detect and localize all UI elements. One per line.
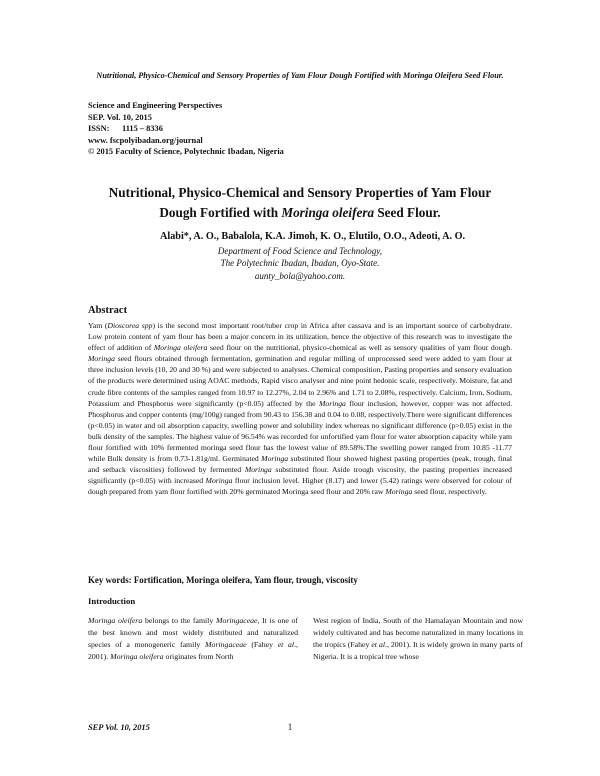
journal-issn: ISSN: 1115 – 8336 (88, 124, 163, 134)
footer-volume: SEP Vol. 10, 2015 (88, 723, 150, 732)
introduction-left-column: Moringa oleifera belongs to the family Moringaceae, It is one of the best known and most widely distributed and naturalized species of a monogeneric family Moringaceae (Fahey et al., 2001). Moringa oleifera originates from North (88, 616, 298, 661)
author-email: aunty_bola@yahoo.com. (254, 270, 346, 281)
journal-volume: SEP. Vol. 10, 2015 (88, 112, 152, 122)
author-list: Alabi*, A. O., Babalola, K.A. Jimoh, K. O., Elutilo, O.O., Adeoti, A. O. (160, 231, 466, 242)
journal-copyright: © 2015 Faculty of Science, Polytechnic Ibadan, Nigeria (88, 147, 284, 157)
paper-title: Nutritional, Physico-Chemical and Sensory Properties of Yam Flour Dough Fortified with Moringa oleifera Seed Flour. (108, 185, 492, 220)
introduction-right-column: West region of India, South of the Hamalayan Mountain and now widely cultivated and has become naturalized in many locations in the tropics (Fahey et al., 2001). It is widely grown in many parts of Nigeria. It is a tropical tree whose (313, 616, 523, 661)
introduction-heading: Introduction (88, 596, 136, 606)
abstract-heading: Abstract (88, 305, 128, 316)
affiliation (160, 245, 440, 282)
department: Department of Food Science and Technology, (217, 246, 383, 256)
running-header: Nutritional, Physico-Chemical and Sensory Properties of Yam Flour Dough Fortified with Moringa Oleifera Seed Flour. (96, 71, 504, 80)
journal-url: www. fscpolyibadan.org/journal (88, 135, 203, 145)
institution: The Polytechnic Ibadan, Ibadan, Oyo-State. (220, 258, 380, 269)
page-number: 1 (287, 722, 293, 732)
abstract-body: Yam (Dioscorea spp) is the second most important root/tuber crop in Africa after cassava and is an important source of carbohydrate. Low protein content of yam flour has been a major concern in its utilization, hence the objective of this research was to investigate the effect of addition of Moringa oleifera seed flour on the nutritional, physico-chemical as well as sensory qualities of yam flour dough. Moringa seed flours obtained through fermentation, germination and regular milling of unprocessed seed were added to yam flour at three inclusion levels (10, 20 and 30 %) and were subjected to analyses. Chemical composition, Pasting properties and sensory evaluation of the products were determined using AOAC methods, Rapid visco analyser and nine point hedonic scale, respectively. Moisture, fat and crude fibre contents of the samples ranged from 10.97 to 12.27%, 2.04 to 2.96% and 1.71 to 2.08%, respectively. Calcium, Iron, Sodium, Potassium and Phosphorus were significantly (p<0.05) affected by the Moringa flour inclusion, however, copper was not affected. Phosphorus and copper contents (mg/100g) ranged from 90.43 to 156.38 and 0.04 to 0.08, respectively.There were significant differences (p<0.05) in water and oil absorption capacity, swelling power and solubility index whereas no significant difference (p>0.05) exist in the bulk density of the samples. The highest value of 96.54% was recorded for unfortified yam flour for water absorption capacity while yam flour fortified with 10% fermented moringa seed flour has the lowest value of 89.58%.The swelling power ranged from 10.85 -11.77 while Bulk density is from 0.73-1.81g/ml. Germinated Moringa substituted flour showed highest pasting properties (peak, trough, final and setback viscosities) followed by fermented Moringa substituted flour. Aside trough viscosity, the pasting properties increased significantly (p<0.05) with increased Moringa flour inclusion level. Higher (8.17) and lower (5.42) ratings were observed for colour of dough prepared from yam flour fortified with 20% germinated Moringa seed flour and 20% raw Moringa seed flour, respectively. (88, 321, 513, 497)
keywords: Key words: Fortification, Moringa oleifera, Yam flour, trough, viscosity (88, 575, 358, 585)
journal-info (88, 100, 284, 158)
journal-name: Science and Engineering Perspectives (88, 101, 223, 110)
